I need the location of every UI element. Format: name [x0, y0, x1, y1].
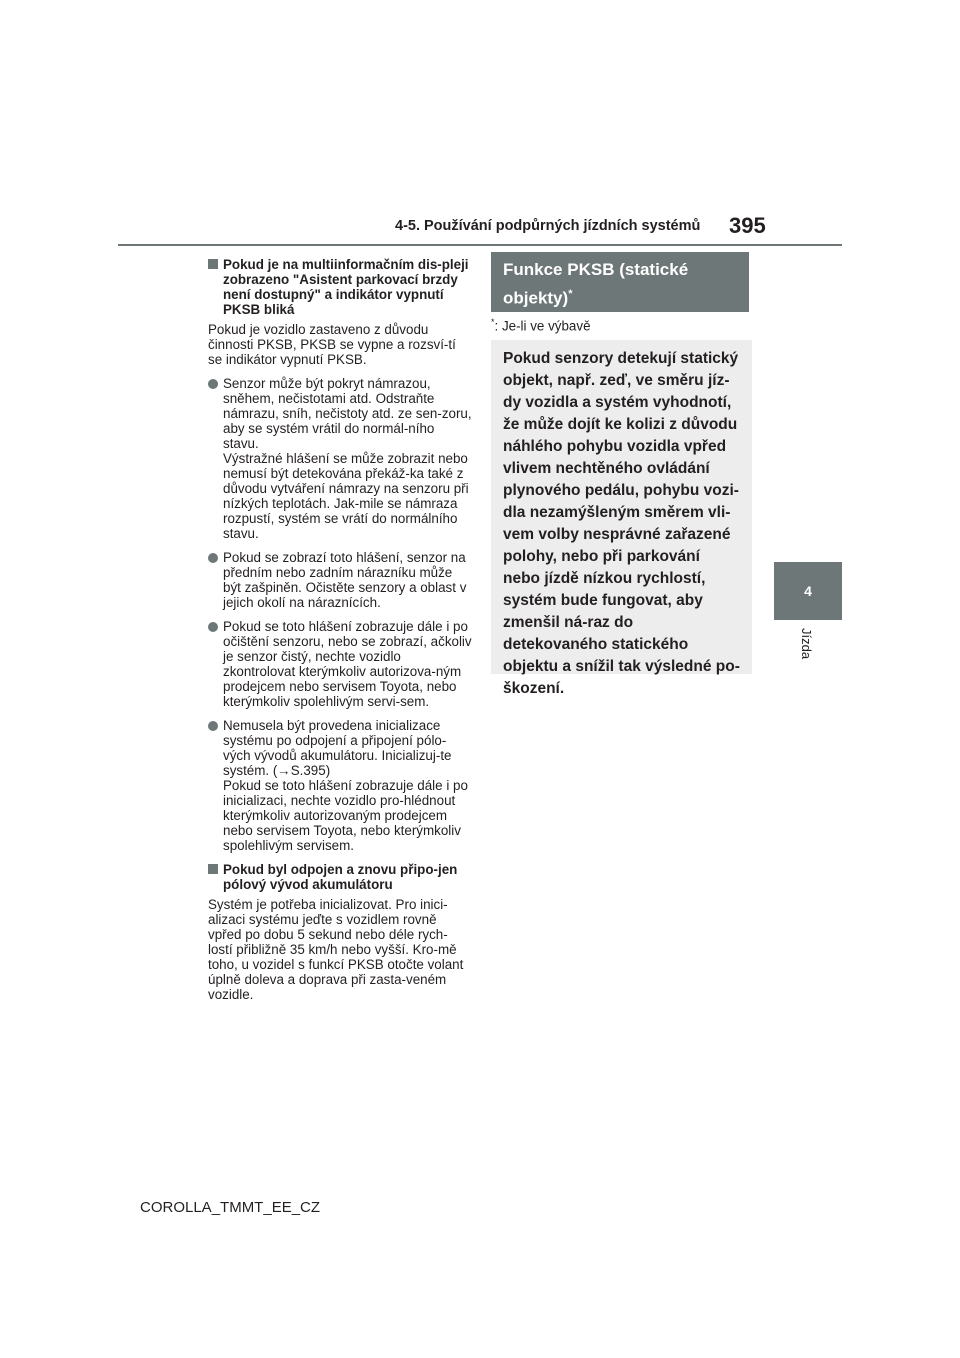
circle-bullet-icon [208, 379, 218, 389]
page-number: 395 [729, 213, 766, 238]
chapter-tab[interactable]: 4 [774, 562, 842, 620]
footnote [491, 317, 591, 333]
circle-bullet-icon [208, 721, 218, 731]
subheading-1 [208, 257, 472, 317]
header-divider [118, 244, 842, 246]
list-item [208, 718, 472, 853]
footnote-mark: * [491, 317, 495, 327]
description-box [491, 340, 752, 697]
description-text: Pokud senzory detekují statický objekt, např. zeď, ve směru jíz-dy vozidla a systém vyhodnotí, že může dojít ke kolizi z důvodu náhlého pohybu vozidla vpřed vlivem nechtěného ovládání plynového pedálu, pohybu vozi-dla nezamýšleným směrem vli-vem volby nesprávné zařazené polohy, nebo při parkování nebo jízdě nízkou rychlostí, systém bude fungovat, aby zmenšil ná-raz do detekovaného statického objektu a snížil tak výsledné po-škození. [503, 350, 740, 697]
list-item-text: Senzor může být pokryt námrazou, sněhem, nečistotami atd. Odstraňte námrazu, sníh, nečistoty atd. ze sen-zoru, aby se systém vrátil do normál-ního stavu. [223, 376, 472, 451]
list-item-text-continued: Výstražné hlášení se může zobrazit nebo nemusí být detekována překáž-ka také z důvodu vytváření námrazy na senzoru při nízkých teplotách. Jak-mile se námraza rozpustí, systém se vrátí do normálního stavu. [223, 451, 469, 541]
circle-bullet-icon [208, 622, 218, 632]
section-heading-mark: * [568, 288, 573, 300]
section-heading-text: Funkce PKSB (statické objekty) [503, 260, 689, 308]
list-item-text: Nemusela být provedena inicializace systému po odpojení a připojení pólo-vých vývodů akumulátoru. Inicializuj-te systém. (→S.395) [223, 718, 452, 778]
intro-paragraph: Pokud je vozidlo zastaveno z důvodu činnosti PKSB, PKSB se vypne a rozsví-tí se indikátor vypnutí PKSB. [208, 322, 456, 367]
square-bullet-icon [208, 259, 218, 269]
section-heading-box [491, 252, 749, 312]
list-item [208, 550, 472, 610]
list-item-text: Pokud se zobrazí toto hlášení, senzor na předním nebo zadním nárazníku může být zašpiněn. Očistěte senzory a oblast v jejich okolí na náraznících. [223, 550, 467, 610]
subheading-1-text: Pokud je na multiinformačním dis-pleji zobrazeno "Asistent parkovací brzdy není dostupný" a indikátor vypnutí PKSB bliká [223, 257, 469, 317]
circle-bullet-icon [208, 553, 218, 563]
list-item [208, 376, 472, 541]
list-item-text: Pokud se toto hlášení zobrazuje dále i po očištění senzoru, nebo se zobrazí, ačkoliv je senzor čistý, nechte vozidlo zkontrolovat kterýmkoliv autorizova-ným prodejcem nebo servisem Toyota, nebo kterýmkoliv spolehlivým servi-sem. [223, 619, 472, 709]
section-title-header: 4-5. Používání podpůrných jízdních systémů [395, 218, 701, 234]
left-column [208, 257, 472, 1002]
footnote-text: : Je-li ve výbavě [494, 318, 591, 334]
body-paragraph-2: Systém je potřeba inicializovat. Pro inici-alizaci systému jeďte s vozidlem rovně vpřed po dobu 5 sekund nebo déle rych-lostí přibližně 35 km/h nebo vyšší. Kro-mě toho, u vozidel s funkcí PKSB otočte volant úplně doleva a doprava při zasta-veném vozidle. [208, 897, 464, 1002]
document-code: COROLLA_TMMT_EE_CZ [140, 1199, 321, 1216]
subheading-2 [208, 862, 472, 892]
square-bullet-icon [208, 864, 218, 874]
subheading-2-text: Pokud byl odpojen a znovu připo-jen pólový vývod akumulátoru [223, 862, 458, 892]
chapter-label: Jízda [799, 628, 814, 660]
list-item-text-continued: Pokud se toto hlášení zobrazuje dále i po inicializaci, nechte vozidlo pro-hlédnout kterýmkoliv autorizovaným prodejcem nebo servisem Toyota, nebo kterýmkoliv spolehlivým servisem. [223, 778, 468, 853]
list-item [208, 619, 472, 709]
